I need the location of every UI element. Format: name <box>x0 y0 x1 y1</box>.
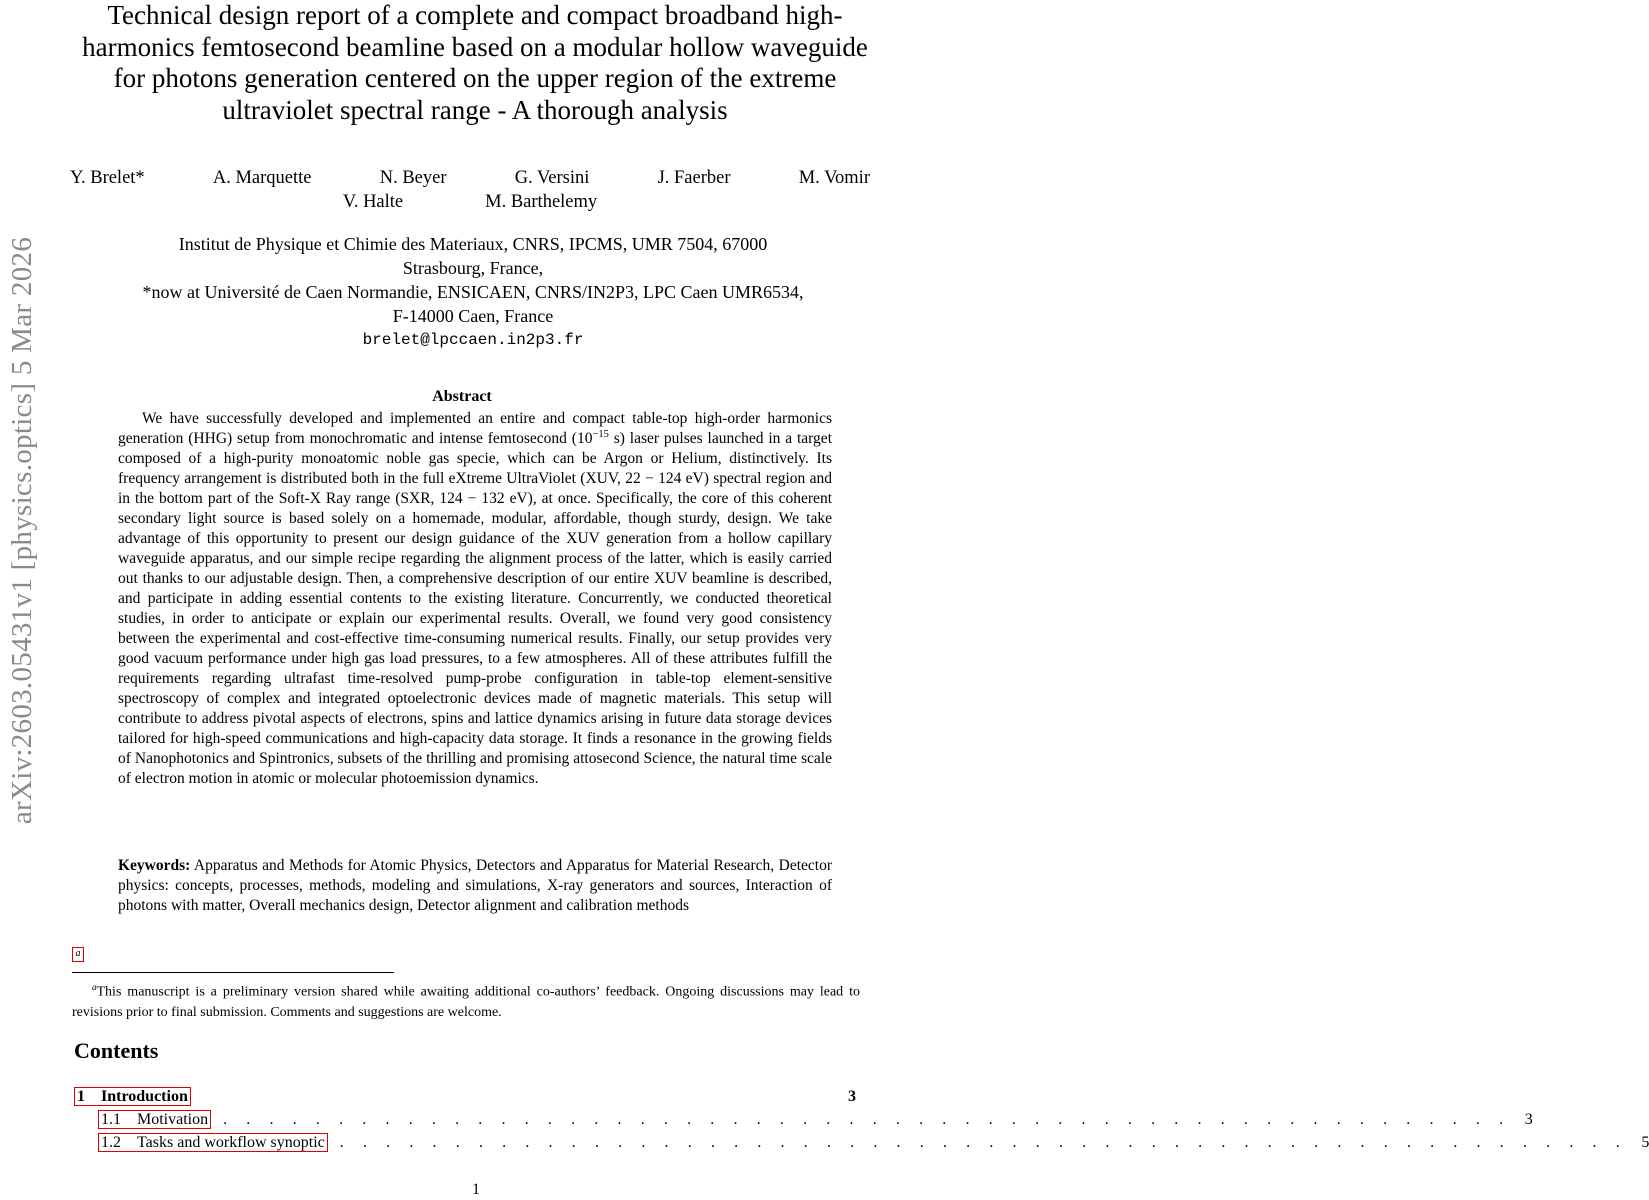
abstract-body <box>118 409 832 789</box>
abstract-text: s) laser pulses launched in a target composed of a high-purity monoatomic noble gas specie, which can be Argon or Helium, distinctively. Its frequency arrangement is distributed both in the full eXtreme UltraViolet (XUV, 22 − 124 eV) spectral region and in the bottom part of the Soft-X Ray range (SXR, 124 − 132 eV), at once. Specifically, the core of this coherent secondary light source is based solely on a homemade, modular, affordable, though sturdy, design. We take advantage of this opportunity to present our design guidance of the XUV generation from a hollow capillary waveguide apparatus, and our simple recipe regarding the alignment process of the latter, which is easily carried out thanks to our adjustable design. Then, a comprehensive description of our entire XUV beamline is described, and participate in adding essential contents to the existing literature. Concurrently, we conducted theoretical studies, in order to anticipate or explain our experimental results. Overall, we found very good consistency between the experimental and cost-effective time-consuming numerical results. Finally, our setup provides very good vacuum performance under high gas load pressures, to a few atmospheres. All of these attributes fulfill the requirements regarding ultrafast time-resolved pump-probe configuration in table-top element-sensitive spectroscopy of complex and integrated optoelectronic devices made of magnetic materials. This setup will contribute to address pivotal aspects of electrons, spins and lattice dynamics arising in future data storage devices tailored for high-speed communications and high-capacity data storage. It finds a resonance in the growing fields of Nanophotonics and Spintronics, subsets of the thrilling and promising attosecond Science, the natural time scale of electron motion in atomic or molecular photoemission dynamics. <box>118 430 832 787</box>
author-name: Y. Brelet* <box>70 168 145 188</box>
toc-number: 1.1 <box>101 1111 121 1128</box>
author-name: N. Beyer <box>379 168 447 188</box>
author-list <box>70 166 870 214</box>
toc-entry <box>74 1108 1533 1131</box>
toc-title: Tasks and workflow synoptic <box>137 1134 325 1151</box>
author-name: M. Barthelemy <box>485 192 598 212</box>
footnote-link[interactable]: a <box>72 947 84 962</box>
footnote-rule <box>72 972 394 973</box>
toc-number: 1 <box>77 1088 85 1105</box>
paper-title: Technical design report of a complete and compact broadband high-harmonics femtosecond beamline based on a modular hollow waveguide for photons generation centered on the upper region of the extreme ultraviolet spectral range - A thorough analysis <box>82 0 868 125</box>
affiliation-line: F-14000 Caen, France <box>392 306 554 326</box>
toc-entry <box>74 1085 856 1108</box>
toc-link-motivation[interactable] <box>98 1110 211 1129</box>
toc-page: 3 <box>1524 1110 1533 1128</box>
keywords-text: Apparatus and Methods for Atomic Physics, Detectors and Apparatus for Material Research, Detector physics: concepts, processes, methods, modeling and simulations, X-ray generators and sources, Interaction of photons with matter, Overall mechanics design, Detector alignment and calibration methods <box>118 857 832 914</box>
keywords-label: Keywords: <box>118 857 191 874</box>
affiliations <box>70 232 876 352</box>
author-name: M. Vomir <box>798 168 870 188</box>
keywords <box>118 856 832 916</box>
author-name: J. Faerber <box>657 168 731 188</box>
contents-heading: Contents <box>74 1038 159 1063</box>
page-number: 1 <box>472 1181 480 1198</box>
author-row-2 <box>70 190 870 214</box>
author-name: A. Marquette <box>212 168 312 188</box>
abstract-exponent: −15 <box>592 428 609 440</box>
author-name: V. Halte <box>342 192 404 212</box>
abstract-heading: Abstract <box>432 388 492 405</box>
author-name: G. Versini <box>514 168 590 188</box>
toc-title: Introduction <box>101 1088 188 1105</box>
toc-link-introduction[interactable] <box>74 1087 191 1106</box>
arxiv-identifier-text[interactable]: arXiv:2603.05431v1 [physics.optics] 5 Mar 2026 <box>6 236 39 824</box>
toc-number: 1.2 <box>101 1134 121 1151</box>
affiliation-line: Strasbourg, France, <box>402 258 544 278</box>
toc-link-tasks-workflow[interactable] <box>98 1133 328 1152</box>
toc-dot-leader: . . . . . . . . . . . . . . . . . . . . . . . . . . . . . . . . . . . . . . . . . . . . . . . . . . . . . . . . <box>339 1133 1628 1151</box>
toc-page: 3 <box>848 1087 856 1105</box>
toc-page: 5 <box>1641 1133 1649 1151</box>
toc-entry <box>74 1131 1649 1154</box>
footnote <box>72 977 860 1023</box>
toc-dot-leader: . . . . . . . . . . . . . . . . . . . . . . . . . . . . . . . . . . . . . . . . . . . . . . . . . . . . . . . . <box>223 1110 1511 1128</box>
contact-email[interactable]: brelet@lpccaen.in2p3.fr <box>362 331 584 349</box>
footnote-marker: a <box>92 982 97 992</box>
affiliation-line: *now at Université de Caen Normandie, ENSICAEN, CNRS/IN2P3, LPC Caen UMR6534, <box>142 282 804 302</box>
toc-title: Motivation <box>137 1111 209 1128</box>
arxiv-identifier-stamp[interactable] <box>0 160 46 900</box>
author-row-1 <box>70 166 870 190</box>
footnote-text: This manuscript is a preliminary version shared while awaiting additional co-authors’ feedback. Ongoing discussions may lead to revisions prior to final submission. Comments and suggestions are welcome. <box>72 984 860 1020</box>
table-of-contents <box>74 1085 1649 1154</box>
affiliation-line: Institut de Physique et Chimie des Materiaux, CNRS, IPCMS, UMR 7504, 67000 <box>178 234 768 254</box>
abstract-text: We have successfully developed and implemented an entire and compact table-top high-order harmonics generation (HHG) setup from monochromatic and intense femtosecond (10 <box>118 410 832 447</box>
